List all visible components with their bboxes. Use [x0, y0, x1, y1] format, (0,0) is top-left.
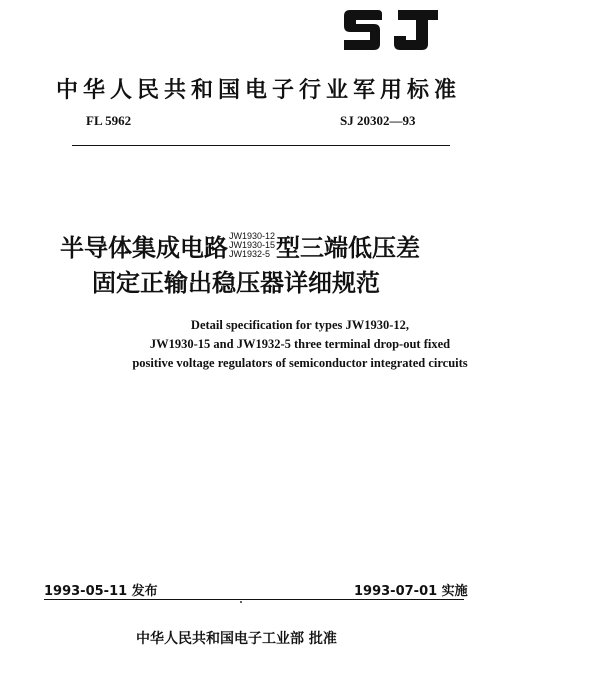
title-zh-suffix: 型三端低压差 [276, 233, 421, 262]
type-item: JW1930-12 [229, 230, 276, 241]
title-zh-line2: 固定正输出稳压器详细规范 [92, 269, 380, 297]
fl-number: FL 5962 [86, 113, 132, 128]
scan-dot [240, 601, 242, 603]
approver: 中华人民共和国电子工业部 批准 [136, 631, 337, 647]
header-rule [72, 145, 450, 146]
type-item: JW1930-15 [229, 239, 276, 250]
standard-title: 中华人民共和国电子行业军用标准 [56, 78, 462, 103]
footer-rule [44, 599, 464, 600]
type-item: JW1932-5 [229, 248, 271, 259]
standard-number: SJ 20302—93 [340, 113, 416, 128]
sj-logo [340, 6, 440, 54]
title-zh-prefix: 半导体集成电路 [60, 233, 228, 262]
title-en-line2: JW1930-15 and JW1932-5 three terminal drop-out fixed [149, 337, 451, 351]
issue-date: 1993-05-11 发布 [44, 584, 158, 599]
title-en-line3: positive voltage regulators of semiconductor integrated circuits [132, 356, 468, 370]
sj-logo-mark [340, 6, 440, 54]
title-en-line1: Detail specification for types JW1930-12, [190, 318, 410, 332]
type-list [229, 232, 275, 259]
effective-date: 1993-07-01 实施 [354, 584, 468, 599]
title-zh-line1 [60, 228, 420, 262]
